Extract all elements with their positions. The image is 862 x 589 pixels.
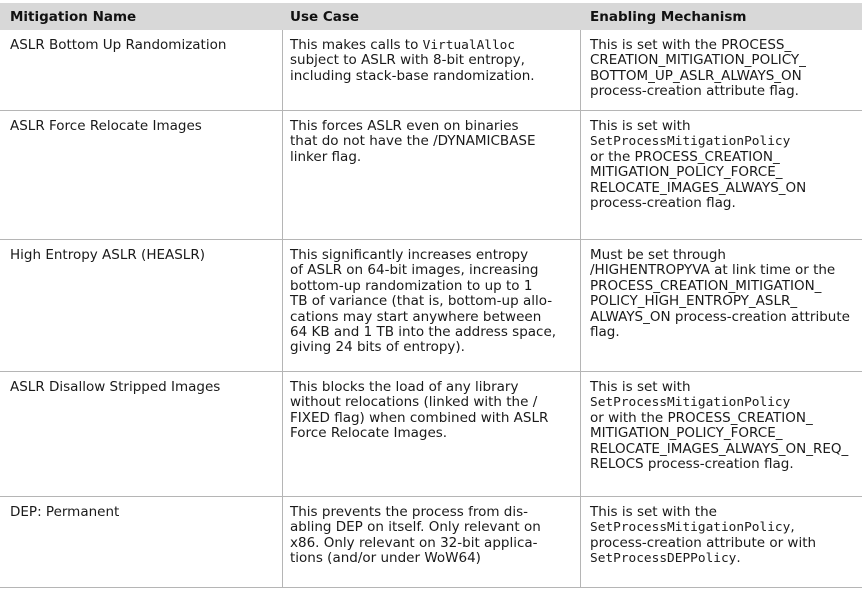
column-divider: [580, 111, 581, 239]
use-case-cell: [290, 38, 560, 84]
table-header: [0, 3, 862, 30]
mitigation-name-cell: DEP: Permanent: [10, 504, 120, 520]
text: This makes calls to: [290, 37, 423, 53]
cell-line: [590, 248, 858, 263]
cell-line: [590, 325, 858, 340]
text: MITIGATION_POLICY_FORCE_: [590, 164, 783, 181]
text: RELOCATE_IMAGES_ALWAYS_ON_REQ_: [590, 440, 849, 457]
column-divider: [282, 497, 283, 587]
enabling-mechanism-cell: [590, 248, 858, 340]
text: POLICY_HIGH_ENTROPY_ASLR_: [590, 293, 798, 310]
cell-line: [290, 69, 560, 84]
cell-line: [590, 380, 858, 395]
column-divider: [580, 240, 581, 371]
cell-line: [590, 38, 858, 53]
cell-line: [590, 536, 858, 551]
text: BOTTOM_UP_ASLR_ALWAYS_ON: [590, 67, 802, 84]
enabling-mechanism-cell: [590, 119, 858, 211]
table-row: [0, 111, 862, 240]
table-row: [0, 30, 862, 111]
cell-line: [290, 263, 560, 278]
code-text: SetProcessMitigationPolicy: [590, 134, 791, 150]
cell-line: [290, 279, 560, 294]
text: abling DEP on itself. Only relevant on: [290, 519, 541, 536]
cell-line: [290, 294, 560, 309]
text: This blocks the load of any library: [290, 379, 519, 395]
cell-line: [590, 310, 858, 325]
text: of ASLR on 64-bit images, increasing: [290, 262, 539, 279]
cell-line: [590, 165, 858, 180]
cell-line: [590, 279, 858, 294]
text: process-creation attribute or with: [590, 534, 817, 551]
text: process-creation attribute flag.: [590, 83, 799, 100]
text: without relocations (linked with the /: [290, 394, 538, 411]
cell-line: [290, 426, 560, 441]
header-enabling-mechanism: Enabling Mechanism: [590, 9, 747, 25]
text: This significantly increases entropy: [290, 247, 529, 263]
text: flag.: [590, 324, 620, 341]
cell-line: [290, 380, 560, 395]
cell-line: [290, 520, 560, 535]
cell-line: [590, 505, 858, 520]
text: including stack-base randomization.: [290, 67, 535, 84]
code-text: SetProcessDEPPolicy: [590, 551, 737, 567]
cell-line: [590, 395, 858, 410]
use-case-cell: [290, 248, 560, 356]
cell-line: [590, 150, 858, 165]
cell-line: [590, 119, 858, 134]
cell-line: [590, 426, 858, 441]
text: tions (and/or under WoW64): [290, 550, 481, 567]
enabling-mechanism-cell: [590, 38, 858, 100]
cell-line: [290, 505, 560, 520]
text: .: [736, 550, 741, 567]
cell-line: [290, 340, 560, 355]
text: PROCESS_CREATION_MITIGATION_: [590, 277, 822, 294]
use-case-cell: [290, 119, 560, 165]
cell-line: [590, 53, 858, 68]
column-divider: [580, 497, 581, 587]
text: This prevents the process from dis-: [290, 504, 529, 520]
text: giving 24 bits of entropy).: [290, 339, 465, 356]
cell-line: [290, 551, 560, 566]
mitigation-name-cell: ASLR Bottom Up Randomization: [10, 37, 227, 53]
cell-line: [290, 150, 560, 165]
code-text: SetProcessMitigationPolicy: [590, 395, 791, 411]
cell-line: [590, 196, 858, 211]
text: ALWAYS_ON process-creation attribute: [590, 308, 850, 325]
text: or the PROCESS_CREATION_: [590, 148, 780, 165]
cell-line: [290, 411, 560, 426]
cell-line: [590, 551, 858, 566]
header-use-case: Use Case: [290, 9, 360, 25]
text: RELOCATE_IMAGES_ALWAYS_ON: [590, 179, 807, 196]
column-divider: [282, 240, 283, 371]
text: or with the PROCESS_CREATION_: [590, 409, 813, 426]
text: RELOCS process-creation flag.: [590, 456, 794, 473]
mitigation-name-cell: ASLR Disallow Stripped Images: [10, 379, 221, 395]
cell-line: [290, 310, 560, 325]
code-text: SetProcessMitigationPolicy: [590, 520, 791, 536]
table-row: [0, 372, 862, 497]
table-row: [0, 240, 862, 372]
cell-line: [290, 395, 560, 410]
text: cations may start anywhere between: [290, 308, 542, 325]
cell-line: [290, 134, 560, 149]
use-case-cell: [290, 380, 560, 442]
cell-line: [590, 520, 858, 535]
enabling-mechanism-cell: [590, 505, 858, 567]
table-row: [0, 497, 862, 588]
text: linker flag.: [290, 148, 362, 165]
text: TB of variance (that is, bottom-up allo-: [290, 293, 553, 310]
text: bottom-up randomization to up to 1: [290, 277, 533, 294]
text: ,: [790, 519, 795, 536]
text: subject to ASLR with 8-bit entropy,: [290, 52, 525, 69]
column-divider: [282, 111, 283, 239]
cell-line: [290, 536, 560, 551]
text: Force Relocate Images.: [290, 425, 448, 442]
text: This is set with: [590, 379, 691, 395]
cell-line: [590, 69, 858, 84]
code-text: VirtualAlloc: [422, 38, 516, 53]
cell-line: [590, 457, 858, 472]
column-divider: [282, 30, 283, 110]
text: that do not have the /DYNAMICBASE: [290, 133, 536, 150]
column-divider: [282, 372, 283, 496]
cell-line: [590, 442, 858, 457]
cell-line: [290, 325, 560, 340]
text: FIXED flag) when combined with ASLR: [290, 409, 549, 426]
cell-line: [590, 181, 858, 196]
cell-line: [590, 263, 858, 278]
cell-line: [590, 84, 858, 99]
use-case-cell: [290, 505, 560, 567]
cell-line: [290, 248, 560, 263]
mitigation-name-cell: ASLR Force Relocate Images: [10, 118, 202, 134]
cell-line: [290, 38, 560, 53]
text: process-creation flag.: [590, 195, 736, 212]
cell-line: [590, 134, 858, 149]
cell-line: [590, 294, 858, 309]
text: /HIGHENTROPYVA at link time or the: [590, 262, 836, 279]
text: This is set with the PROCESS_: [590, 37, 792, 53]
cell-line: [290, 119, 560, 134]
cell-line: [590, 411, 858, 426]
text: This is set with: [590, 118, 691, 134]
header-mitigation-name: Mitigation Name: [10, 9, 137, 25]
text: MITIGATION_POLICY_FORCE_: [590, 425, 783, 442]
text: This forces ASLR even on binaries: [290, 118, 519, 134]
text: 64 KB and 1 TB into the address space,: [290, 324, 557, 341]
mitigation-name-cell: High Entropy ASLR (HEASLR): [10, 247, 205, 263]
text: x86. Only relevant on 32-bit applica-: [290, 534, 538, 551]
column-divider: [580, 30, 581, 110]
enabling-mechanism-cell: [590, 380, 858, 472]
cell-line: [290, 53, 560, 68]
text: Must be set through: [590, 247, 726, 263]
column-divider: [580, 372, 581, 496]
text: This is set with the: [590, 504, 717, 520]
text: CREATION_MITIGATION_POLICY_: [590, 52, 806, 69]
